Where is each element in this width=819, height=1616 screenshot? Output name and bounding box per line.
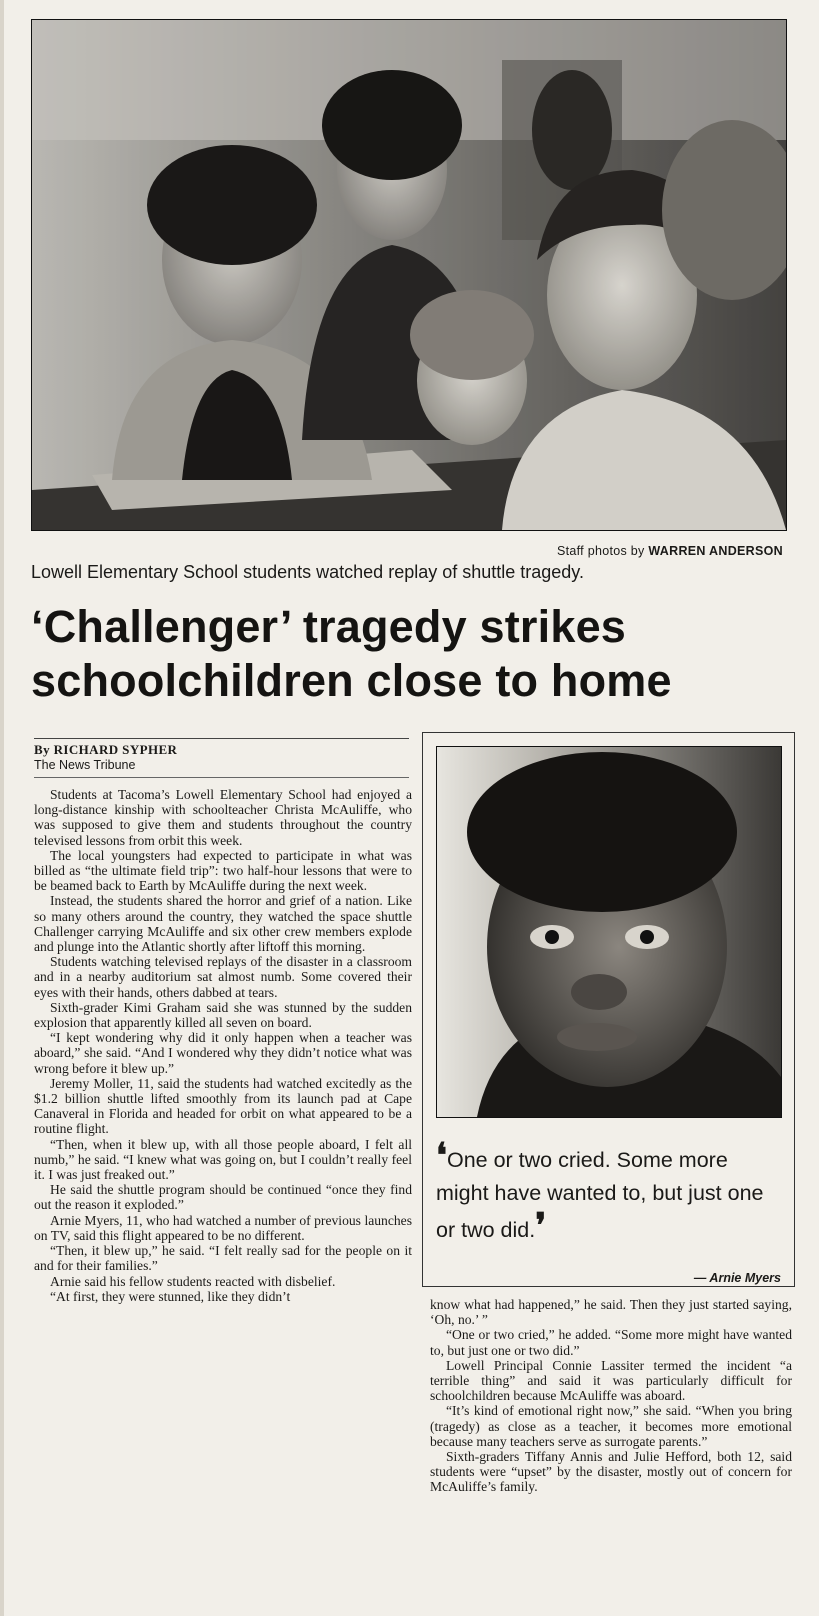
byline-rule xyxy=(34,777,409,778)
paragraph: Sixth-grader Kimi Graham said she was stunned by the sudden explosion that apparently killed all seven on board. xyxy=(34,999,412,1031)
byline-paper: The News Tribune xyxy=(34,758,136,772)
article-left-column xyxy=(34,787,412,1304)
paragraph: Lowell Principal Connie Lassiter termed the incident “a terrible thing” and said it was particularly difficult for schoolchildren because McAuliffe was aboard. xyxy=(430,1357,792,1404)
headline-line-2: schoolchildren close to home xyxy=(31,655,672,706)
paragraph: Students watching televised replays of the disaster in a classroom and in a nearby auditorium sat almost numb. Some covered their eyes with their hands, others dabbed at tears. xyxy=(34,954,412,1000)
paragraph: “One or two cried,” he added. “Some more might have wanted to, but just one or two did.” xyxy=(430,1327,792,1358)
paragraph: Jeremy Moller, 11, said the students had watched excitedly as the $1.2 billion shuttle lifted smoothly from its launch pad at Cape Canaveral in Florida and headed for orbit on what appeared to be a routine flight. xyxy=(34,1075,412,1137)
photographer-name: WARREN ANDERSON xyxy=(648,544,783,558)
open-quote-mark: ❛ xyxy=(436,1138,447,1175)
paragraph: “It’s kind of emotional right now,” she said. “When you bring (tragedy) as close as a teacher, it becomes more emotional because many teachers serve as surrogate parents.” xyxy=(430,1403,792,1449)
paragraph: “At first, they were stunned, like they didn’t xyxy=(50,1288,291,1304)
pull-quote xyxy=(436,1140,784,1247)
article-right-column xyxy=(430,1297,792,1495)
headline-line-1: ‘Challenger’ tragedy strikes xyxy=(31,601,627,652)
paragraph: “Then, when it blew up, with all those people aboard, I felt all numb,” he said. “I knew what was going on, but I couldn’t really feel it. I was just freaked out.” xyxy=(34,1136,412,1183)
paragraph: Students at Tacoma’s Lowell Elementary School had enjoyed a long-distance kinship with schoolteacher Christa McAuliffe, who was supposed to give them and students throughout the country televised lessons from orbit this week. xyxy=(34,787,412,848)
paragraph: Sixth-graders Tiffany Annis and Julie Hefford, both 12, said students were “upset” by the disaster, mostly out of concern for McAuliffe’s family. xyxy=(430,1449,792,1495)
paragraph: “I kept wondering why did it only happen when a teacher was aboard,” she said. “And I wondered why they didn’t notice what was wrong before it blew up.” xyxy=(34,1030,412,1076)
paragraph: know what had happened,” he said. Then they just started saying, ‘Oh, no.’ ” xyxy=(430,1297,792,1328)
pull-quote-attribution: — Arnie Myers xyxy=(693,1271,781,1285)
paragraph: He said the shuttle program should be continued “once they find out the reason it exploded.” xyxy=(34,1182,412,1213)
pull-quote-text: One or two cried. Some more might have wanted to, but just one or two did. xyxy=(436,1148,764,1242)
student-portrait-photo xyxy=(436,746,782,1118)
paragraph: Instead, the students shared the horror and grief of a nation. Like so many others around the country, they watched the space shuttle Challenger carrying McAuliffe and six other crew members explode and plunge into the Atlantic shortly after liftoff this morning. xyxy=(34,893,412,955)
photo-caption: Lowell Elementary School students watched replay of shuttle tragedy. xyxy=(31,562,584,582)
page-edge xyxy=(0,0,4,1616)
byline-author: By RICHARD SYPHER xyxy=(34,742,178,757)
paragraph: “Then, it blew up,” he said. “I felt really sad for the people on it and for their families.” xyxy=(34,1243,412,1274)
classroom-photo xyxy=(31,19,787,531)
photo-credit xyxy=(557,544,783,558)
headline xyxy=(31,600,801,708)
paragraph: Arnie Myers, 11, who had watched a number of previous launches on TV, said this flight appeared to be no different. xyxy=(34,1212,412,1243)
close-quote-mark: ❜ xyxy=(535,1208,547,1245)
photo-credit-prefix: Staff photos by xyxy=(556,544,645,558)
paragraph: Arnie said his fellow students reacted with disbelief. xyxy=(50,1273,336,1289)
byline xyxy=(34,738,409,772)
paragraph: The local youngsters had expected to participate in what was billed as “the ultimate field trip”: two half-hour lessons that were to be beamed back to Earth by McAuliffe during the next week. xyxy=(34,847,412,894)
